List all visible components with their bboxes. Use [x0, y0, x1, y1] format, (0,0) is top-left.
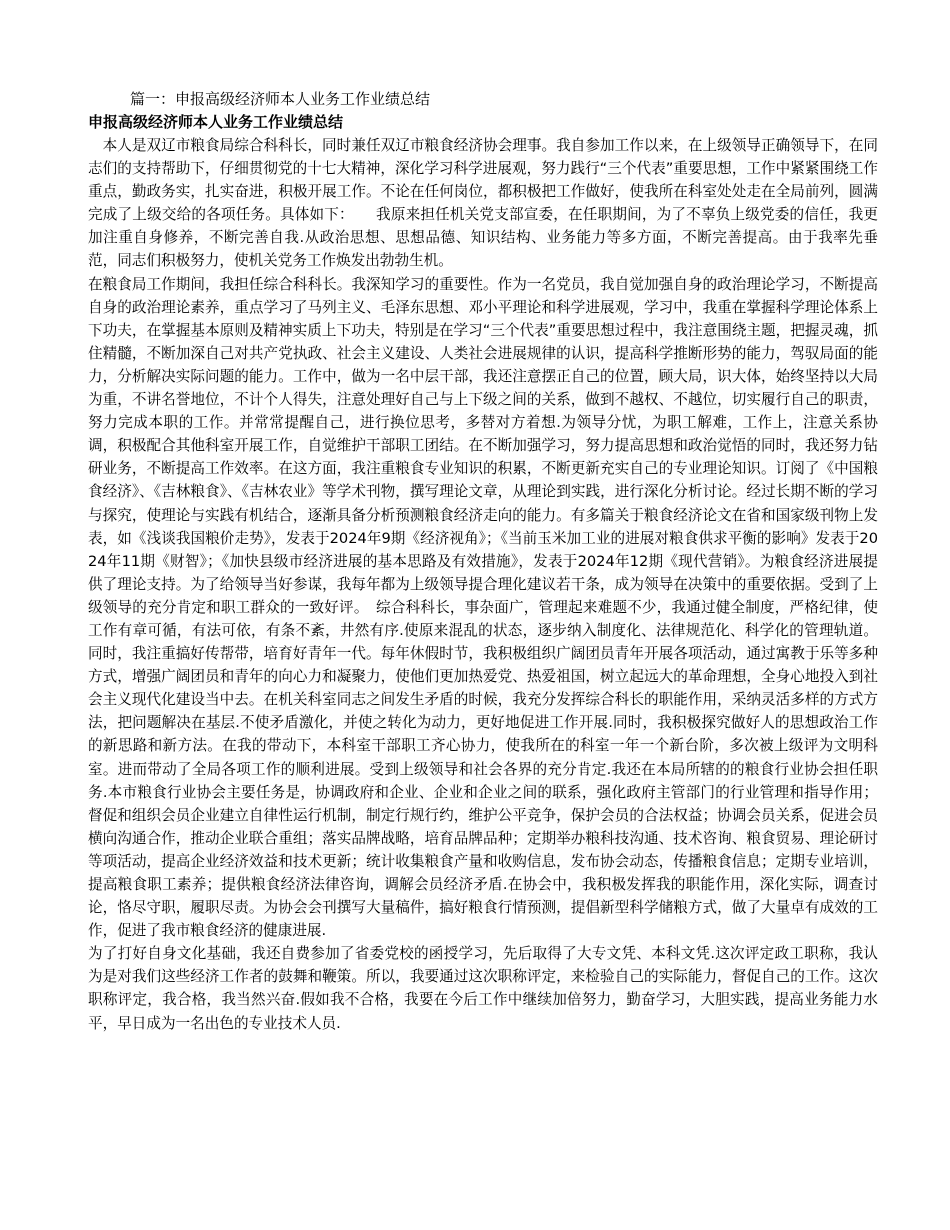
document-heading: 篇一：申报高级经济师本人业务工作业绩总结 — [130, 90, 431, 108]
document-subheading: 申报高级经济师本人业务工作业绩总结 — [88, 113, 344, 131]
paragraph-intro: 本人是双辽市粮食局综合科科长，同时兼任双辽市粮食经济协会理事。我自参加工作以来，在上级领导正确领导下，在同志们的支持帮助下，仔细贯彻党的十七大精神，深化学习科学进展观，努力践行“三个代表”重要思想，工作中紧紧围绕工作重点，勤政务实，扎实奋进，积极开展工作。不论在任何岗位，都积极把工作做好，使我所在科室处处走在全局前列，圆满完成了上级交给的各项任务。具体如下： 我原来担任机关党支部宣委，在任职期间，为了不辜负上级党委的信任，我更加注重自身修养，不断完善自我.从政治思想、思想品德、知识结构、业务能力等多方面，不断完善提高。由于我率先垂范，同志们积极努力，使机关党务工作焕发出勃勃生机。 — [88, 137, 878, 270]
paragraph-main: 在粮食局工作期间，我担任综合科科长。我深知学习的重要性。作为一名党员，我自觉加强自身的政治理论学习，不断提高自身的政治理论素养，重点学习了马列主义、毛泽东思想、邓小平理论和科学进展观，学习中，我重在掌握科学理论体系上下功夫，在掌握基本原则及精神实质上下功夫，特别是在学习“三个代表”重要思想过程中，我注意围绕主题，把握灵魂，抓住精髓，不断加深自己对共产党执政、社会主义建设、人类社会进展规律的认识，提高科学推断形势的能力，驾驭局面的能力，分析解决实际问题的能力。工作中，做为一名中层干部，我还注意摆正自己的位置，顾大局，识大体，始终坚持以大局为重，不讲名誉地位，不计个人得失，注意处理好自己与上下级之间的关系，做到不越权、不越位，切实履行自己的职责，努力完成本职的工作。并常常提醒自己，进行换位思考，多替对方着想.为领导分忧，为职工解难，工作上，注意关系协调，积极配合其他科室开展工作，自觉维护干部职工团结。在不断加强学习，努力提高思想和政治觉悟的同时，我还努力钻研业务，不断提高工作效率。在这方面，我注重粮食专业知识的积累，不断更新充实自己的专业理论知识。订阅了《中国粮食经济》、《吉林粮食》、《吉林农业》等学术刊物，撰写理论文章，从理论到实践，进行深化分析讨论。经过长期不断的学习与探究，使理论与实践有机结合，逐渐具备分析预测粮食经济走向的能力。有多篇关于粮食经济论文在省和国家级刊物上发表，如《浅谈我国粮价走势》，发表于2024年9期《经济视角》；《当前玉米加工业的进展对粮食供求平衡的影响》发表于2024年11期《财智》；《加快县级市经济进展的基本思路及有效措施》，发表于2024年12期《现代营销》。为粮食经济进展提供了理论支持。为了给领导当好参谋，我每年都为上级领导提合理化建议若干条，成为领导在决策中的重要依据。受到了上级领导的充分肯定和职工群众的一致好评。 综合科科长，事杂面广，管理起来难题不少，我通过健全制度，严格纪律，使工作有章可循，有法可依，有条不紊，井然有序.使原来混乱的状态，逐步纳入制度化、法律规范化、科学化的管理轨道。同时，我注重搞好传帮带，培育好青年一代。每年休假时节，我积极组织广阔团员青年开展各项活动，通过寓教于乐等多种方式，增强广阔团员和青年的向心力和凝聚力，使他们更加热爱党、热爱祖国，树立起远大的革命理想，全身心地投入到社会主义现代化建设当中去。在机关科室同志之间发生矛盾的时候，我充分发挥综合科长的职能作用，采纳灵活多样的方式方法，把问题解决在基层.不使矛盾激化，并使之转化为动力，更好地促进工作开展.同时，我积极探究做好人的思想政治工作的新思路和新方法。在我的带动下，本科室干部职工齐心协力，使我所在的科室一年一个新台阶，多次被上级评为文明科室。进而带动了全局各项工作的顺利进展。受到上级领导和社会各界的充分肯定.我还在本局所辖的的粮食行业协会担任职务.本市粮食行业协会主要任务是，协调政府和企业、企业和企业之间的联系，强化政府主管部门的行业管理和指导作用；督促和组织会员企业建立自律性运行机制，制定行规行约，维护公平竞争，保护会员的合法权益；协调会员关系，促进会员横向沟通合作，推动企业联合重组；落实品牌战略，培育品牌品种；定期举办粮科技沟通、技术咨询、粮食贸易、理论研讨等项活动，提高企业经济效益和技术更新；统计收集粮食产量和收购信息，发布协会动态，传播粮食信息；定期专业培训，提高粮食职工素养；提供粮食经济法律咨询，调解会员经济矛盾.在协会中，我积极发挥我的职能作用，深化实际，调查讨论，恪尽守职，履职尽责。为协会会刊撰写大量稿件，搞好粮食行情预测，提倡新型科学储粮方式，做了大量卓有成效的工作，促进了我市粮食经济的健康进展. — [88, 275, 878, 940]
paragraph-conclusion: 为了打好自身文化基础，我还自费参加了省委党校的函授学习，先后取得了大专文凭、本科文凭.这次评定政工职称，我认为是对我们这些经济工作者的鼓舞和鞭策。所以，我要通过这次职称评定，来检验自己的实际能力，督促自己的工作。这次职称评定，我合格，我当然兴奋.假如我不合格，我要在今后工作中继续加倍努力，勤奋学习，大胆实践，提高业务能力水平，早日成为一名出色的专业技术人员. — [88, 945, 878, 1032]
